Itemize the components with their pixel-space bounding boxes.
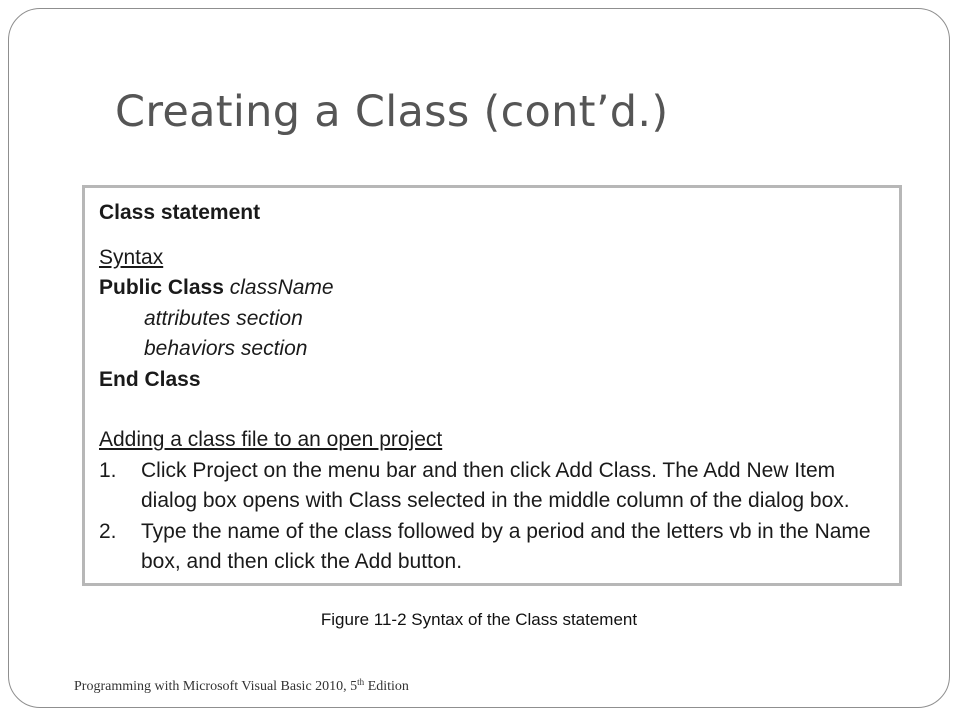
slide-footer [74,679,409,695]
footer-text: Programming with Microsoft Visual Basic 2010, 5 [74,679,358,694]
public-class-line [99,273,885,304]
footer-suffix: Edition [364,679,409,694]
attributes-section-line: attributes section [144,306,303,330]
step-text: Click Project on the menu bar and then click Add Class. The Add New Item dialog box opens with Class selected in the middle column of the dialog box. [141,458,850,512]
spacer [99,229,885,243]
step-number: 1. [99,458,117,482]
figure-caption: Figure 11-2 Syntax of the Class statement [320,610,638,629]
step-item [99,517,885,578]
figure-box [82,185,902,586]
syntax-label: Syntax [99,245,164,269]
slide-title: Creating a Class (cont’d.) [115,87,669,137]
slide-frame [8,8,950,708]
step-text: Type the name of the class followed by a period and the letters vb in the Name box, and then click the Add button. [141,519,871,573]
spacer [99,395,885,425]
class-name-placeholder: className [229,276,334,299]
figure-heading: Class statement [99,201,261,224]
public-class-keyword: Public Class [99,276,224,299]
behaviors-section-line: behaviors section [144,337,308,360]
step-item [99,456,885,517]
adding-class-heading: Adding a class file to an open project [99,428,443,451]
end-class-line: End Class [99,367,201,391]
step-number: 2. [99,519,117,543]
figure-content [99,198,885,578]
footer-superscript: th [357,677,365,687]
